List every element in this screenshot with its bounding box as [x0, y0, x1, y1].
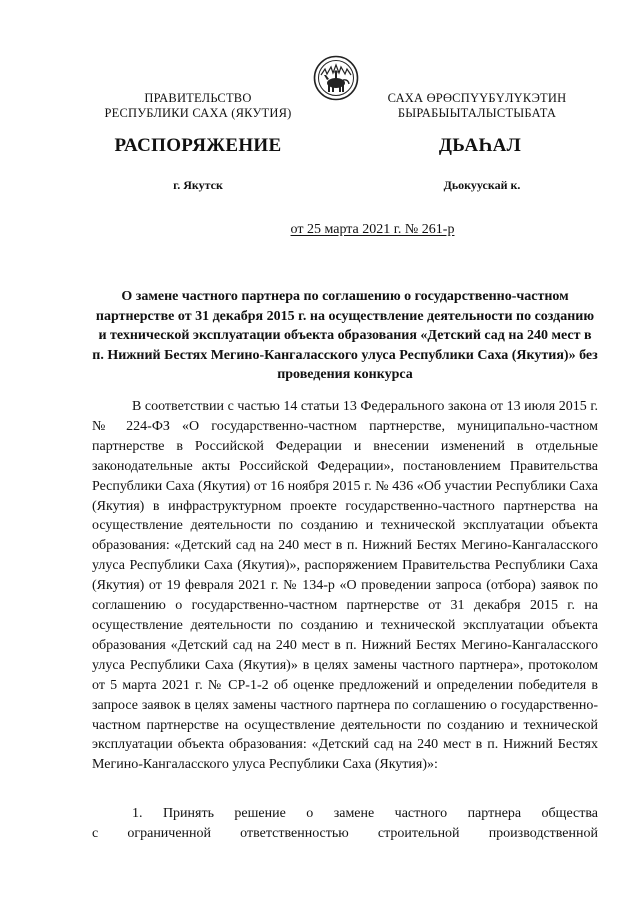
document-title: О замене частного партнера по соглашению о государственно-частном партнерстве от 31 декабря 2015 г. на осуществление деятельности по созданию и технической эксплуатации объекта образования «Детский сад на 240 мест в п. Нижний Бестях Мегино-Кангаласского улуса Республики Саха (Якутия)» без проведения конкурса: [92, 289, 598, 382]
government-name-sakha: [372, 91, 582, 121]
city-sakha: Дьокуускай к.: [443, 178, 521, 192]
government-name-sakha-line-1: САХА ӨРӨСПҮҮБҮЛҮКЭТИН: [387, 91, 567, 105]
preamble-paragraph: В соответствии с частью 14 статьи 13 Федерального закона от 13 июля 2015 г. № 224-ФЗ «О государственно-частном партнерстве, муниципально-частном партнерстве в Российской Федерации и внесении изменений в отдельные законодательные акты Российской Федерации», постановлением Правительства Республики Саха (Якутия) от 16 ноября 2015 г. № 436 «Об участии Республики Саха (Якутия) в инфраструктурном проекте государственно-частного партнерства на осуществление деятельности по созданию и технической эксплуатации объекта образования: «Детский сад на 240 мест в п. Нижний Бестях Мегино-Кангаласского улуса Республики Саха (Якутия)», распоряжением Правительства Республики Саха (Якутия) от 19 февраля 2021 г. № 134-р «О проведении запроса (отбора) заявок по соглашению о государственно-частном партнерстве от 31 декабря 2015 г. на осуществление деятельности по созданию и технической эксплуатации объекта образования «Детский сад на 240 мест в п. Нижний Бестях Мегино-Кангаласского улуса Республики Саха (Якутия)» в целях замены частного партнера», протоколом от 5 марта 2021 г. № СР-1-2 об оценке предложений и определении победителя в запросе заявок в целях замены частного партнера по соглашению о государственно-частном партнерстве на осуществление деятельности по созданию и технической эксплуатации объекта образования: «Детский сад на 240 мест в п. Нижний Бестях Мегино-Кангаласского улуса Республики Саха (Якутия)»:: [92, 399, 598, 773]
document-type-sakha: ДЬАҺАЛ: [438, 135, 522, 156]
item-1-line-1: 1. Принять решение о замене частного партнера общества: [132, 806, 598, 821]
date-and-number: [0, 222, 640, 238]
government-name-line-2: РЕСПУБЛИКИ САХА (ЯКУТИЯ): [104, 106, 292, 120]
date-number-text: от 25 марта 2021 г. № 261-р: [290, 222, 455, 237]
document-type: РАСПОРЯЖЕНИЕ: [114, 135, 282, 156]
city: г. Якутск: [173, 178, 223, 192]
item-1-line-2: с ограниченной ответственностью строительной производственной: [92, 826, 598, 841]
document-body: [92, 397, 598, 775]
government-name-line-1: ПРАВИТЕЛЬСТВО: [144, 91, 252, 105]
government-name-sakha-line-2: БЫРАБЫЫТАЛЫСТЫБАТА: [397, 106, 557, 120]
government-name: [98, 91, 298, 121]
coat-of-arms-emblem-icon: [313, 55, 359, 101]
